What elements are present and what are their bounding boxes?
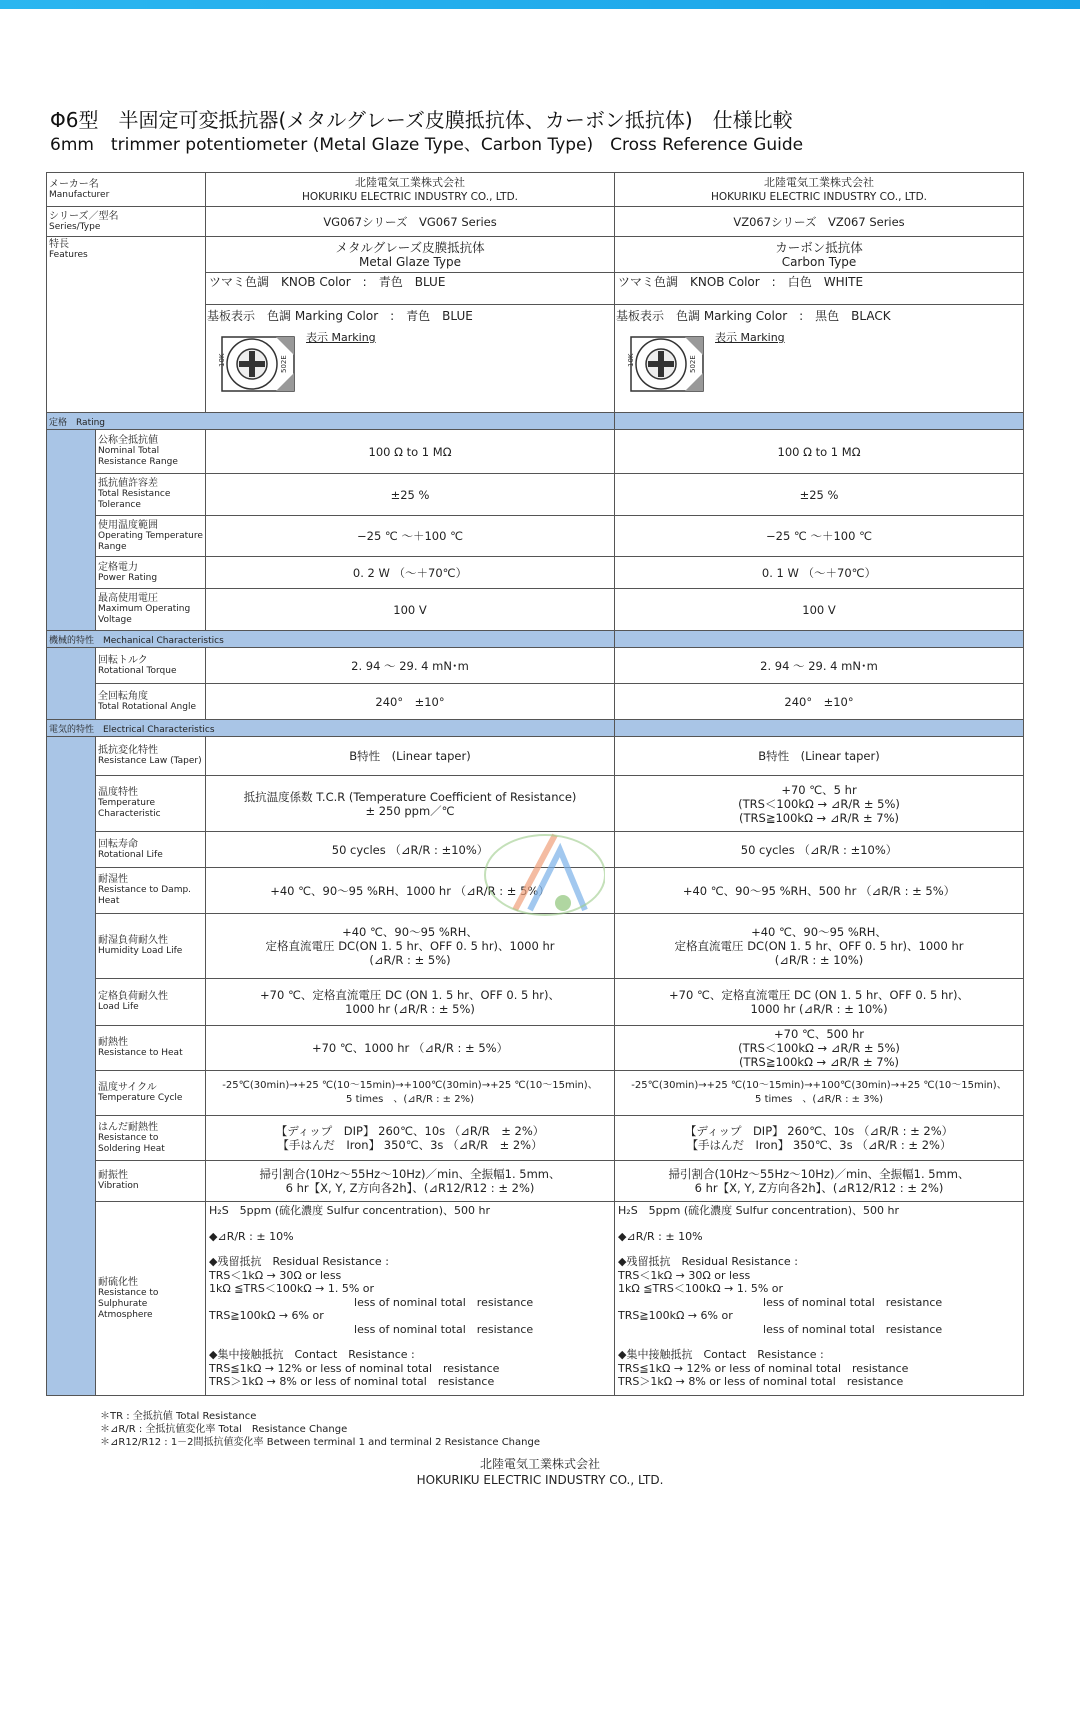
trimmer-marking-drawing-a — [216, 331, 302, 397]
marking-sub-a: 表示 Marking — [306, 331, 376, 344]
page-title-en: 6mm trimmer potentiometer (Metal Glaze Type、Carbon Type) Cross Reference Guide — [50, 135, 804, 155]
section-electrical: 電気的特性 Electrical Characteristics — [47, 720, 1024, 737]
spec-table — [46, 172, 1024, 1396]
series-label: シリーズ／型名 Series/Type — [47, 207, 206, 237]
trimmer-marking-drawing-b — [625, 331, 711, 397]
mechanical-row: 全回転角度 Total Rotational Angle 240° ±10° 240° ±10° — [47, 684, 1024, 720]
marking-code-a1: 10K — [218, 353, 227, 367]
row-features-type — [47, 237, 1024, 273]
manufacturer-b: 北陸電気工業株式会社 HOKURIKU ELECTRIC INDUSTRY CO., LTD. — [615, 173, 1024, 207]
row-series — [47, 207, 1024, 237]
electrical-row-temp: 温度特性 Temperature Characteristic 抵抗温度係数 T.C.R (Temperature Coefficient of Resistance) ± 250 ppm／℃ +70 ℃、5 hr (TRS＜100kΩ → ⊿R/R ± 5%) (TRS≧100kΩ → ⊿R/R ± 7%) — [47, 776, 1024, 832]
series-a: VG067シリーズ VG067 Series — [206, 207, 615, 237]
electrical-row-heat: 耐熱性 Resistance to Heat +70 ℃、1000 hr （⊿R/R : ± 5%） +70 ℃、500 hr (TRS＜100kΩ → ⊿R/R ± 5%) (TRS≧100kΩ → ⊿R/R ± 7%) — [47, 1026, 1024, 1071]
marking-b: 基板表示 色調 Marking Color : 黒色 BLACK 表示 Marking 10K 502E — [615, 305, 1024, 413]
electrical-row-solder: はんだ耐熱性 Resistance to Soldering Heat 【ディップ DIP】 260℃、10s （⊿R/R ± 2%） 【手はんだ Iron】 350℃、3s （⊿R/R ± 2%） 【ディップ DIP】 260℃、10s （⊿R/R : ± 2%） 【手はんだ Iron】 350℃、3s （⊿R/R : ± 2%） — [47, 1116, 1024, 1161]
features-label: 特長 Features — [47, 237, 206, 413]
electrical-row-load: 定格負荷耐久性 Load Life +70 ℃、定格直流電圧 DC (ON 1. 5 hr、OFF 0. 5 hr)、 1000 hr (⊿R/R : ± 5%) +70 ℃、定格直流電圧 DC (ON 1. 5 hr、OFF 0. 5 hr)、 1000 hr (⊿R/R : ± 10%) — [47, 979, 1024, 1026]
sulphur-b: H₂S 5ppm (硫化濃度 Sulfur concentration)、500 hr ◆⊿R/R : ± 10% ◆残留抵抗 Residual Resistance : TRS＜1kΩ → 30Ω or less 1kΩ ≦TRS＜100kΩ → 1. 5% or less of nominal total resistance TRS≧100kΩ → 6% or less of nominal total resistance ◆集中接触抵抗 Contact Resistance : TRS≦1kΩ → 12% or less of nominal total resistance TRS＞1kΩ → 8% or less of nominal total resistance — [615, 1202, 1024, 1396]
knob-color-a: ツマミ色調 KNOB Color : 青色 BLUE — [206, 273, 615, 305]
footnote: ＊⊿R/R : 全抵抗値変化率 Total Resistance Change — [100, 1424, 348, 1435]
knob-color-b: ツマミ色調 KNOB Color : 白色 WHITE — [615, 273, 1024, 305]
electrical-row-vibration: 耐振性 Vibration 掃引割合(10Hz～55Hz～10Hz)／min、全振幅1. 5mm、 6 hr【X, Y, Z方向各2h】、(⊿R12/R12 : ± 2%) 掃引割合(10Hz～55Hz～10Hz)／min、全振幅1. 5mm、 6 hr【X, Y, Z方向各2h】、(⊿R12/R12 : ± 2%) — [47, 1161, 1024, 1202]
manufacturer-a: 北陸電気工業株式会社 HOKURIKU ELECTRIC INDUSTRY CO., LTD. — [206, 173, 615, 207]
sulphur-a: H₂S 5ppm (硫化濃度 Sulfur concentration)、500 hr ◆⊿R/R : ± 10% ◆残留抵抗 Residual Resistance : TRS＜1kΩ → 30Ω or less 1kΩ ≦TRS＜100kΩ → 1. 5% or less of nominal total resistance TRS≧100kΩ → 6% or less of nominal total resistance ◆集中接触抵抗 Contact Resistance : TRS≦1kΩ → 12% or less of nominal total resistance TRS＞1kΩ → 8% or less of nominal total resistance — [206, 1202, 615, 1396]
section-mechanical: 機械的特性 Mechanical Characteristics — [47, 631, 1024, 648]
electrical-row-taper: 抵抗変化特性 Resistance Law (Taper) B特性 (Linear taper) B特性 (Linear taper) — [47, 737, 1024, 776]
electrical-row-damp: 耐湿性 Resistance to Damp. Heat +40 ℃、90～95 %RH、1000 hr （⊿R/R : ± 5%） +40 ℃、90～95 %RH、500 hr （⊿R/R : ± 5%） — [47, 868, 1024, 914]
type-a: メタルグレーズ皮膜抵抗体 Metal Glaze Type — [206, 237, 615, 273]
row-manufacturer — [47, 173, 1024, 207]
electrical-row-cycle: 温度サイクル Temperature Cycle -25℃(30min)→+25 ℃(10～15min)→+100℃(30min)→+25 ℃(10～15min)、 5 times 、(⊿R/R : ± 2%) -25℃(30min)→+25 ℃(10～15min)→+100℃(30min)→+25 ℃(10～15min)、 5 times 、(⊿R/R : ± 3%) — [47, 1071, 1024, 1116]
rating-row: 使用温度範囲 Operating Temperature Range −25 ℃ ～＋100 ℃ −25 ℃ ～＋100 ℃ — [47, 516, 1024, 557]
marking-sub-b: 表示 Marking — [715, 331, 785, 344]
rating-row: 公称全抵抗値 Nominal Total Resistance Range 100 Ω to 1 MΩ 100 Ω to 1 MΩ — [47, 430, 1024, 474]
section-rating: 定格 Rating — [47, 413, 1024, 430]
footnotes — [100, 1410, 540, 1449]
mechanical-row: 回転トルク Rotational Torque 2. 94 ～ 29. 4 mN･m 2. 94 ～ 29. 4 mN･m — [47, 648, 1024, 684]
top-accent-bar — [0, 0, 1080, 9]
marking-a: 基板表示 色調 Marking Color : 青色 BLUE 表示 Marking 10K 502E — [206, 305, 615, 413]
watermark-logo — [475, 815, 605, 925]
rating-row: 定格電力 Power Rating 0. 2 W （～＋70℃） 0. 1 W （～＋70℃） — [47, 557, 1024, 589]
electrical-row-sulphur: 耐硫化性 Resistance to Sulphurate Atmosphere H₂S 5ppm (硫化濃度 Sulfur concentration)、500 hr ◆⊿R/R : ± 10% ◆残留抵抗 Residual Resistance : TRS＜1kΩ → 30Ω or less 1kΩ ≦TRS＜100kΩ → 1. 5% or less of nominal total resistance TRS≧100kΩ → 6% or less of nominal total resistance ◆集中接触抵抗 Contact Resistance : TRS≦1kΩ → 12% or less of nominal total resistance TRS＞1kΩ → 8% or less of nominal total resistance H₂S 5ppm (硫化濃度 Sulfur concentration)、500 hr ◆⊿R/R : ± 10% ◆残留抵抗 Residual Resistance : TRS＜1kΩ → 30Ω or less 1kΩ ≦TRS＜100kΩ → 1. 5% or less of nominal total resistance TRS≧100kΩ → 6% or less of nominal total resistance ◆集中接触抵抗 Contact Resistance : TRS≦1kΩ → 12% or less of nominal total resistance TRS＞1kΩ → 8% or less of nominal total resistance — [47, 1202, 1024, 1396]
type-b: カーボン抵抗体 Carbon Type — [615, 237, 1024, 273]
marking-code-b2: 502E — [689, 355, 698, 373]
marking-code-a2: 502E — [280, 355, 289, 373]
electrical-row-rotlife: 回転寿命 Rotational Life 50 cycles （⊿R/R : ±10%） 50 cycles （⊿R/R : ±10%） — [47, 832, 1024, 868]
page-title-jp: Φ6型 半固定可変抵抗器(メタルグレーズ皮膜抵抗体、カーボン抵抗体) 仕様比較 — [50, 108, 793, 132]
footer-company-en: HOKURIKU ELECTRIC INDUSTRY CO., LTD. — [416, 1473, 664, 1487]
marking-code-b1: 10K — [627, 353, 636, 367]
rating-row: 最高使用電圧 Maximum Operating Voltage 100 V 100 V — [47, 589, 1024, 631]
footer-company-jp: 北陸電気工業株式会社 — [479, 1457, 600, 1471]
footnote: ＊⊿R12/R12 : 1－2間抵抗値変化率 Between terminal 1 and terminal 2 Resistance Change — [100, 1437, 540, 1448]
manufacturer-label: メーカー名 Manufacturer — [47, 173, 206, 207]
series-b: VZ067シリーズ VZ067 Series — [615, 207, 1024, 237]
rating-row: 抵抗値許容差 Total Resistance Tolerance ±25 % ±25 % — [47, 474, 1024, 516]
footnote: ＊TR : 全抵抗値 Total Resistance — [100, 1411, 257, 1422]
electrical-row-humid: 耐湿負荷耐久性 Humidity Load Life +40 ℃、90～95 %RH、 定格直流電圧 DC(ON 1. 5 hr、OFF 0. 5 hr)、1000 hr (⊿R/R : ± 5%) +40 ℃、90～95 %RH、 定格直流電圧 DC(ON 1. 5 hr、OFF 0. 5 hr)、1000 hr (⊿R/R : ± 10%) — [47, 914, 1024, 979]
